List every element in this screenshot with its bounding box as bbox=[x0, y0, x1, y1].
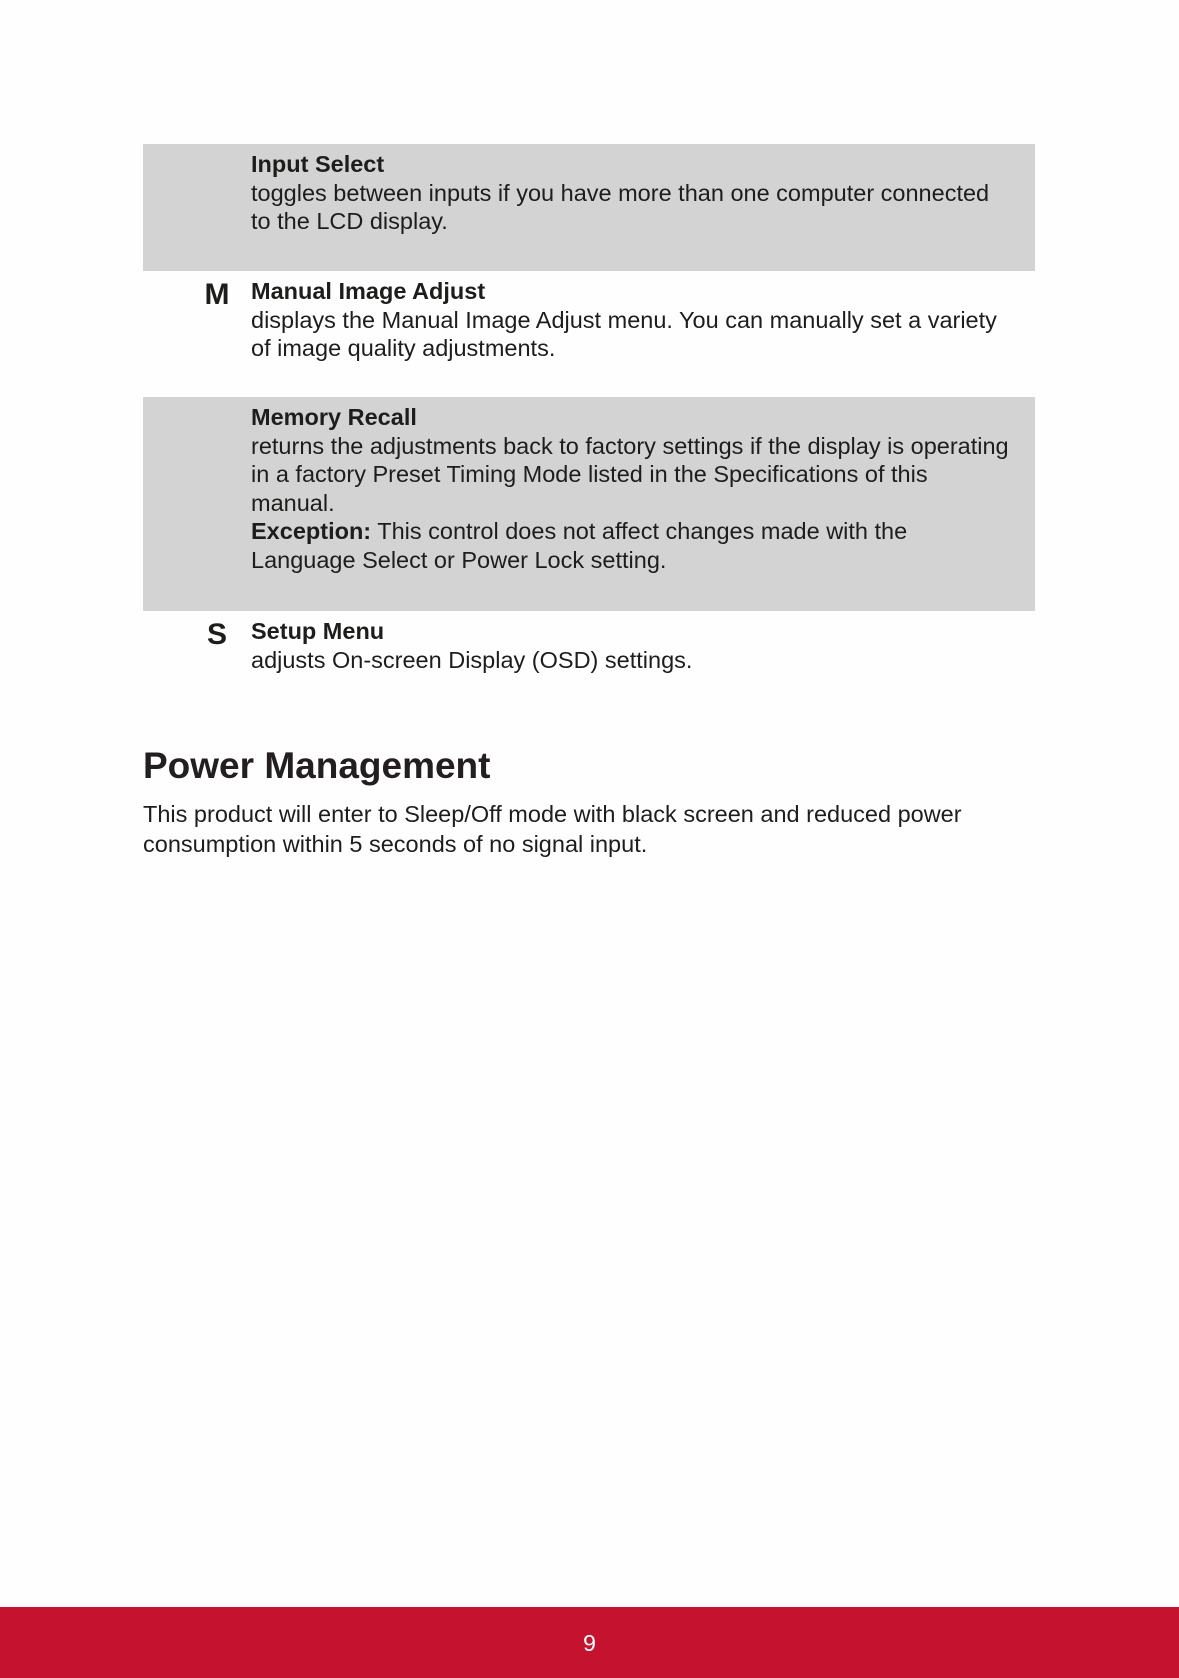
control-title: Memory Recall bbox=[251, 404, 417, 430]
control-table bbox=[143, 144, 1035, 711]
footer-bar bbox=[0, 1607, 1179, 1678]
exception-text: This control does not affect changes made with the bbox=[371, 518, 908, 545]
paragraph-line: consumption within 5 seconds of no signal input. bbox=[143, 830, 648, 857]
power-management-paragraph bbox=[143, 800, 1023, 859]
control-key: M bbox=[204, 278, 230, 311]
page-number: 9 bbox=[583, 1630, 596, 1656]
control-row-input-select bbox=[143, 144, 1035, 271]
exception-line bbox=[251, 517, 1026, 546]
exception-line: Language Select or Power Lock setting. bbox=[251, 546, 667, 573]
description-line: of image quality adjustments. bbox=[251, 335, 556, 362]
control-row-manual-image-adjust bbox=[143, 271, 1035, 397]
control-title: Input Select bbox=[251, 151, 385, 177]
section-heading-power-management: Power Management bbox=[143, 745, 491, 786]
control-key: S bbox=[206, 618, 227, 651]
control-description bbox=[251, 277, 1026, 363]
control-title: Manual Image Adjust bbox=[251, 278, 486, 304]
control-title: Setup Menu bbox=[251, 618, 385, 644]
control-description bbox=[251, 403, 1026, 575]
description-line: in a factory Preset Timing Mode listed in the Specifications of this bbox=[251, 461, 928, 488]
control-row-memory-recall bbox=[143, 397, 1035, 611]
exception-label: Exception: bbox=[251, 518, 372, 545]
control-description bbox=[251, 617, 1026, 674]
description-line: returns the adjustments back to factory settings if the display is operating bbox=[251, 432, 1009, 459]
control-description bbox=[251, 150, 1026, 236]
paragraph-line: This product will enter to Sleep/Off mode with black screen and reduced power bbox=[143, 801, 962, 827]
description-line: to the LCD display. bbox=[251, 208, 448, 235]
description-line: manual. bbox=[251, 489, 335, 516]
description-line: adjusts On-screen Display (OSD) settings. bbox=[251, 646, 693, 673]
description-line: displays the Manual Image Adjust menu. You can manually set a variety bbox=[251, 306, 997, 333]
description-line: toggles between inputs if you have more than one computer connected bbox=[251, 179, 990, 206]
control-row-setup-menu bbox=[143, 611, 1035, 711]
